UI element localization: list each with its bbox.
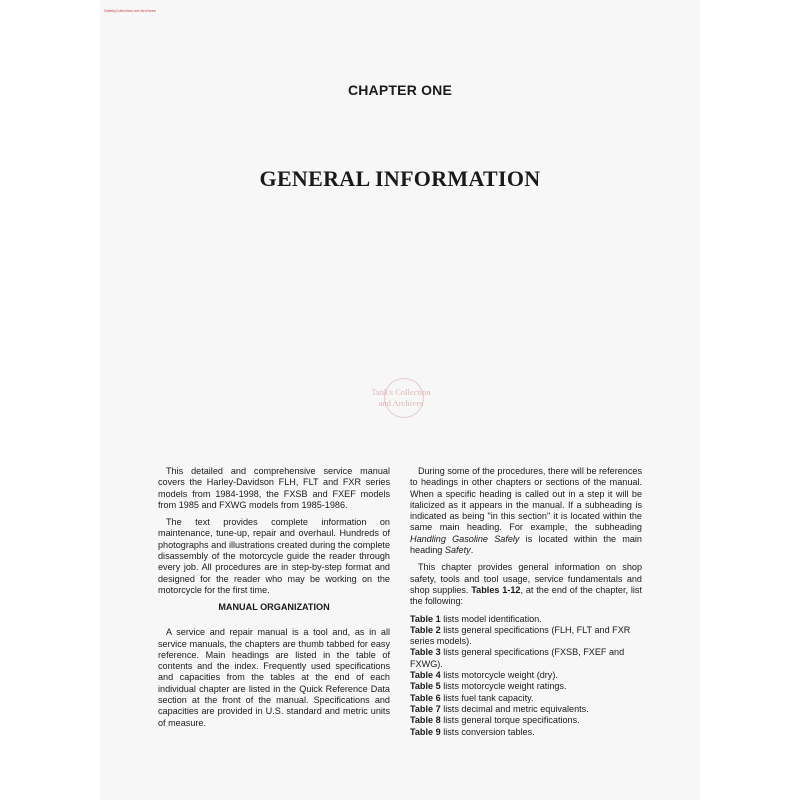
list-item: Table 4 lists motorcycle weight (dry). [410, 670, 558, 681]
right-column [410, 466, 642, 738]
watermark-text [371, 387, 430, 409]
watermark-line-1: Tank's Collection [371, 387, 431, 397]
italic-heading-ref: Safety [444, 545, 471, 556]
tables-list [410, 614, 642, 738]
list-item: Table 9 lists conversion tables. [410, 726, 535, 737]
left-column [158, 466, 390, 735]
archive-note: SafetyCollection.net Archives [104, 8, 156, 13]
list-item: Table 2 lists general specifications (FLH, FLT and FXR series models). [410, 624, 631, 647]
chapter-scope-paragraph: This chapter provides general information on shop safety, tools and tool usage, service fundamentals and shop supplies. Tables 1-12, at the end of the chapter, list the following: [410, 562, 642, 607]
tables-reference: Tables 1-12 [471, 584, 521, 595]
list-item: Table 6 lists fuel tank capacity. [410, 692, 534, 703]
list-item: Table 7 lists decimal and metric equivalents. [410, 703, 589, 714]
intro-paragraph: This detailed and comprehensive service manual covers the Harley-Davidson FLH, FLT and FXR series models from 1984-1998, the FXSB and FXEF models from 1985 and FXWG models from 1985-1986. [158, 466, 390, 510]
watermark-line-2: and Archives [378, 398, 424, 408]
list-item: Table 1 lists model identification. [410, 613, 542, 624]
chapter-label: CHAPTER ONE [347, 82, 453, 98]
list-item: Table 5 lists motorcycle weight ratings. [410, 681, 567, 692]
watermark-stamp [354, 382, 448, 414]
chapter-title: GENERAL INFORMATION [259, 166, 541, 191]
italic-subheading-ref: Handling Gasoline Safely [410, 533, 520, 544]
headings-paragraph: During some of the procedures, there will be references to headings in other chapters or sections of the manual. When a specific heading is called out in a step it will be italicized as it appears in the manual. If a subheading is indicated as being "in this section" it is located within the same main heading. For example, the subheading Handling Gasoline Safely is located within the main heading Safety. [410, 466, 642, 556]
list-item: Table 3 lists general specifications (FXSB, FXEF and FXWG). [410, 647, 625, 669]
manual-organization-paragraph: A service and repair manual is a tool and, as in all service manuals, the chapters are thumb tabbed for easy reference. Main headings are listed in the table of contents and the index. Frequently used specifications and capacities from the tables at the end of each individual chapter are listed in the Quick Reference Data section at the front of the manual. Specifications and capacities are provided in U.S. standard and metric units of measure. [158, 627, 390, 728]
section-heading-manual-organization: MANUAL ORGANIZATION [218, 602, 330, 613]
text-overview-paragraph: The text provides complete information on maintenance, tune-up, repair and overhaul. Hundreds of photographs and illustrations created during the complete disassembly of the motorcycle guide the reader through every job. All procedures are in step-by-step format and designed for the reader who may be working on the motorcycle for the first time. [158, 517, 390, 595]
list-item: Table 8 lists general torque specifications. [410, 715, 580, 726]
